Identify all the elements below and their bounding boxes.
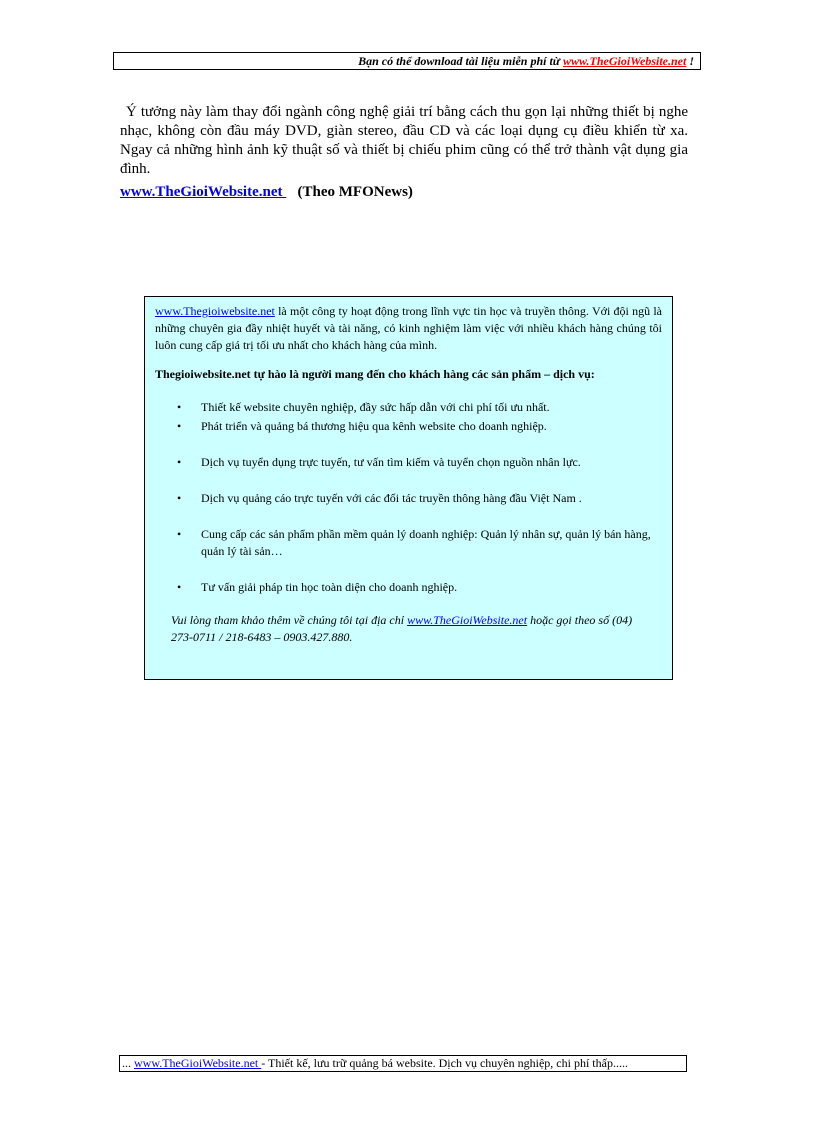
list-item: • Cung cấp các sản phẩm phần mềm quản lý doanh nghiệp: Quản lý nhân sự, quản lý bán hàng, quản lý tài sản… [177, 527, 651, 558]
bullet-icon: • [177, 527, 182, 541]
bullet-icon: • [177, 580, 182, 594]
intro-link[interactable]: www.Thegioiwebsite.net [155, 304, 275, 318]
contact-suffix: hoặc gọi theo số (04) 273-0711 / 218-6483 – 0903.427.880. [171, 613, 633, 644]
article-paragraph: Ý tưởng này làm thay đổi ngành công nghệ giải trí bằng cách thu gọn lại những thiết bị nghe nhạc, không còn đầu máy DVD, giàn stereo, đầu CD và các loại dụng cụ điều khiển từ xa. Ngay cả những hình ảnh kỹ thuật số và thiết bị chiếu phim cũng có thể trở thành vật dụng gia đình. [120, 104, 688, 177]
header-text: Bạn có thể download tài liệu miễn phí từ [358, 54, 563, 68]
contact-prefix: Vui lòng tham khảo thêm về chúng tôi tại địa chỉ [171, 613, 408, 627]
header-link[interactable]: www.TheGioiWebsite.net [562, 54, 687, 68]
header-banner [113, 52, 701, 70]
footer-text: - Thiết kế, lưu trữ quảng bá website. Dịch vụ chuyên nghiệp, chi phí thấp..... [261, 1056, 628, 1070]
company-info-box [144, 296, 673, 680]
list-item: • Phát triển và quảng bá thương hiệu qua kênh website cho doanh nghiệp. [177, 419, 547, 433]
info-intro [155, 303, 662, 354]
source-link[interactable]: www.TheGioiWebsite.net [120, 184, 287, 200]
list-item: • Thiết kế website chuyên nghiệp, đầy sức hấp dẫn với chi phí tối ưu nhất. [177, 400, 550, 414]
bullet-icon: • [177, 455, 182, 469]
services-heading: Thegioiwebsite.net tự hào là người mang đến cho khách hàng các sản phẩm – dịch vụ: [155, 367, 595, 381]
bullet-icon: • [177, 491, 182, 505]
bullet-icon: • [177, 419, 182, 433]
contact-link[interactable]: www.TheGioiWebsite.net [407, 613, 528, 627]
contact-info [171, 612, 662, 646]
list-item: • Tư vấn giải pháp tin học toàn diện cho doanh nghiệp. [177, 580, 458, 594]
source-line [120, 183, 413, 202]
services-list [155, 399, 662, 596]
header-suffix: ! [686, 54, 694, 68]
source-credit: (Theo MFONews) [297, 184, 413, 200]
list-item: • Dịch vụ tuyển dụng trực tuyến, tư vấn tìm kiếm và tuyển chọn nguồn nhân lực. [177, 455, 581, 469]
footer-banner [119, 1055, 687, 1072]
bullet-icon: • [177, 400, 182, 414]
footer-prefix: ... [122, 1056, 134, 1070]
list-item: • Dịch vụ quảng cáo trực tuyến với các đối tác truyền thông hàng đầu Việt Nam . [177, 491, 582, 505]
footer-link[interactable]: www.TheGioiWebsite.net [134, 1056, 262, 1070]
intro-text: là một công ty hoạt động trong lĩnh vực tin học và truyền thông. Với đội ngũ là những chuyên gia đầy nhiệt huyết và tài năng, có kinh nghiệm làm việc với nhiều khách hàng chúng tôi luôn cung cấp giá trị tối ưu nhất cho khách hàng của mình. [155, 304, 662, 352]
